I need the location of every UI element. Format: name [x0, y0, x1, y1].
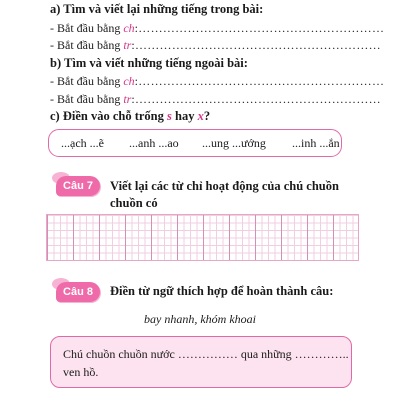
blank-dots: :…………………………………………………… — [131, 92, 381, 106]
line-prefix: - Bắt đầu bằng — [50, 92, 124, 106]
letter-x: x — [197, 109, 204, 123]
line-prefix: - Bắt đầu bằng — [50, 38, 124, 52]
sentence-line1[interactable]: Chú chuồn chuồn nước …………… qua những ………….. — [63, 347, 349, 361]
section-b-line-tr — [50, 92, 381, 106]
fill-item[interactable]: ...anh ...ao — [129, 136, 179, 150]
letter-ch: ch — [123, 74, 135, 88]
heading-text: hay — [171, 109, 198, 123]
sentence-line2: ven hồ. — [63, 365, 99, 379]
line-prefix: - Bắt đầu bằng — [50, 74, 124, 88]
question-8-text: Điền từ ngữ thích hợp để hoàn thành câu: — [110, 284, 334, 298]
section-c-heading — [50, 109, 210, 123]
letter-s: s — [167, 109, 172, 123]
letter-tr: tr — [123, 92, 132, 106]
sentence-box — [50, 336, 352, 388]
fill-item[interactable]: ...ạch ...ẽ — [61, 136, 104, 150]
section-a-line-tr — [50, 38, 381, 52]
writing-grid[interactable] — [46, 214, 359, 261]
blank-dots: :…………………………………………………… — [134, 21, 385, 35]
heading-text: c) Điền vào chỗ trống — [50, 109, 167, 123]
fill-in-box — [48, 129, 342, 157]
heading-text: ? — [203, 109, 211, 123]
blank-dots: :…………………………………………………… — [131, 38, 381, 52]
section-b-heading: b) Tìm và viết những tiếng ngoài bài: — [50, 56, 248, 70]
fill-item[interactable]: ...ung ...ướng — [202, 136, 266, 150]
section-a-heading: a) Tìm và viết lại những tiếng trong bài: — [50, 2, 264, 16]
question-8-badge: Câu 8 — [56, 282, 100, 302]
question-7-badge: Câu 7 — [56, 176, 100, 196]
line-prefix: - Bắt đầu bằng — [50, 21, 124, 35]
word-bank: bay nhanh, khóm khoai — [144, 312, 256, 326]
blank-dots: :…………………………………………………… — [134, 74, 385, 88]
section-b-line-ch — [50, 74, 384, 88]
fill-item[interactable]: ...inh ...ắn — [292, 136, 340, 150]
section-a-line-ch — [50, 21, 384, 35]
letter-ch: ch — [123, 21, 135, 35]
letter-tr: tr — [123, 38, 132, 52]
question-7-line1: Viết lại các từ chỉ hoạt động của chú chuồn chuồn có — [110, 179, 339, 210]
